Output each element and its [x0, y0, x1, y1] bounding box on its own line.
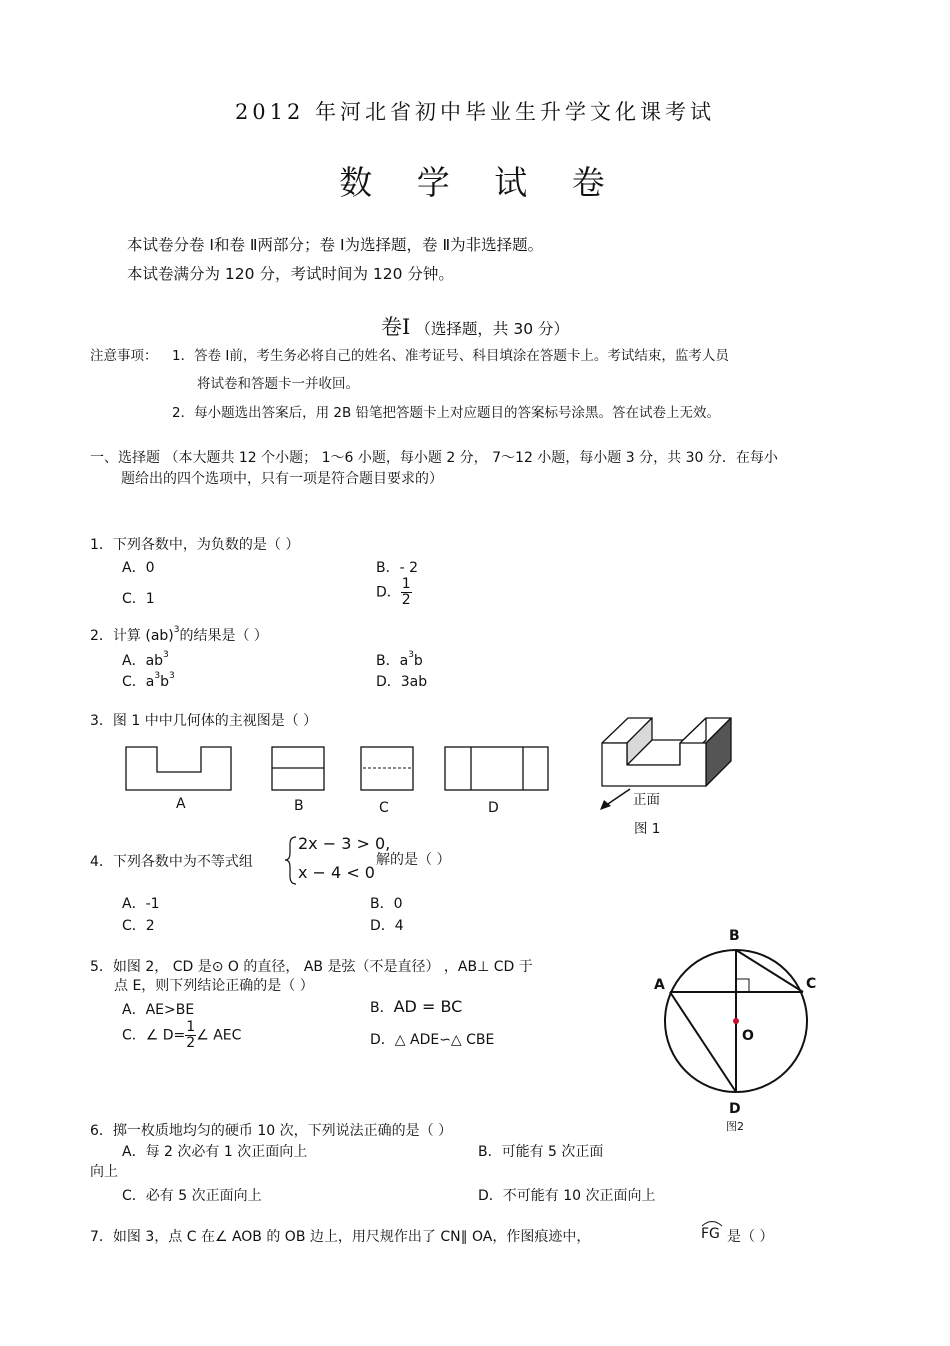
exam-title: 2012 年河北省初中毕业生升学文化课考试	[234, 100, 716, 124]
q5-option-d: D．△ ADE∽△ CBE	[370, 1032, 495, 1048]
q2-stem-prefix: 2．计算 (ab)	[90, 628, 174, 644]
q5-stem-line-1: 5．如图 2， CD 是⊙ O 的直径， AB 是弦（不是直径） ，AB⊥ CD 于	[90, 959, 533, 975]
section1-line-1: 一、选择题 （本大题共 12 个小题； 1～6 小题，每小题 2 分， 7～12 小题，每小题 3 分，共 30 分．在每小	[90, 450, 778, 466]
q7-arc-text: FG	[701, 1226, 720, 1242]
section1-line-2: 题给出的四个选项中，只有一项是符合题目要求的）	[121, 471, 443, 487]
q5-option-a: A．AE>BE	[122, 1002, 195, 1018]
q7-stem: 7．如图 3，点 C 在∠ AOB 的 OB 边上，用尺规作出了 CN∥ OA，作图痕迹中，	[90, 1229, 591, 1245]
q2-stem-suffix: 的结果是（ ）	[179, 628, 268, 644]
q6-option-b: B．可能有 5 次正面	[478, 1144, 604, 1160]
q3-stem: 3．图 1 中中几何体的主视图是（ ）	[90, 713, 318, 729]
q1-fraction-den: 2	[401, 592, 411, 608]
q2-option-d: D．3ab	[376, 674, 428, 690]
q5-option-b-prefix: B．	[370, 1000, 394, 1016]
fig2-label-c: C	[806, 976, 817, 992]
figure-1-solid	[602, 718, 731, 786]
q2-option-b-exp: 3	[408, 650, 414, 660]
q2-stem-exponent: 3	[173, 625, 180, 635]
q4-option-a: A．-1	[122, 896, 160, 912]
q6-option-d: D．不可能有 10 次正面向上	[478, 1188, 656, 1204]
q1-option-c: C．1	[122, 591, 155, 607]
arc-icon	[701, 1219, 723, 1227]
q3-figure-a	[126, 747, 231, 790]
q1-option-b: B．- 2	[376, 560, 419, 576]
q6-stem: 6．掷一枚质地均匀的硬币 10 次，下列说法正确的是（ ）	[90, 1123, 453, 1139]
fig2-label-o: O	[742, 1028, 754, 1044]
q2-option-a-exp: 3	[163, 650, 169, 660]
q4-inequality-1: 2x − 3 > 0,	[298, 834, 391, 853]
fig2-label-b: B	[729, 928, 740, 944]
fig2-label-a: A	[654, 977, 665, 993]
front-arrow-icon	[600, 800, 611, 810]
q5-option-b-expr: AD = BC	[393, 997, 463, 1016]
q4-option-c: C．2	[122, 918, 155, 934]
q6-option-a: A．每 2 次必有 1 次正面向上	[122, 1144, 308, 1160]
segment-ad	[670, 992, 736, 1092]
q2-option-a-base: A．ab	[122, 653, 164, 669]
q6-option-b-wrap: 向上	[90, 1164, 118, 1180]
front-label: 正面	[633, 792, 660, 808]
intro-line-2: 本试卷满分为 120 分，考试时间为 120 分钟。	[127, 265, 454, 283]
q3-label-c: C	[379, 800, 389, 816]
q1-option-a: A．0	[122, 560, 155, 576]
q4-stem-suffix: 解的是（ ）	[376, 852, 451, 868]
q5-stem-line-2: 点 E，则下列结论正确的是（ ）	[114, 978, 314, 994]
q2-option-c-mid: b	[160, 674, 169, 690]
notes-label: 注意事项：	[90, 348, 158, 364]
q5-fraction-den: 2	[186, 1035, 196, 1051]
fig2-label-d: D	[729, 1101, 741, 1117]
q1-option-d-prefix: D．	[376, 584, 401, 601]
q2-option-c-exp1: 3	[154, 671, 161, 681]
q3-label-b: B	[294, 798, 304, 814]
q5-option-c-prefix: C．∠ D=	[122, 1027, 186, 1044]
figure-1-caption: 图 1	[634, 821, 661, 837]
part1-subtitle: （选择题，共 30 分）	[415, 320, 569, 338]
q2-option-b-base: B．a	[376, 653, 409, 669]
q3-figure-d	[445, 747, 548, 790]
note-1-continued: 将试卷和答题卡一并收回。	[197, 376, 359, 392]
q3-label-d: D	[488, 800, 499, 816]
q2-option-c-prefix: C．a	[122, 674, 155, 690]
intro-line-1: 本试卷分卷 Ⅰ和卷 Ⅱ两部分；卷 Ⅰ为选择题，卷 Ⅱ为非选择题。	[127, 236, 544, 254]
center-point	[733, 1018, 739, 1024]
q3-label-a: A	[176, 796, 186, 812]
q4-brace	[285, 837, 296, 884]
q2-option-c-exp2: 3	[168, 671, 175, 681]
q6-option-c: C．必有 5 次正面向上	[122, 1188, 262, 1204]
q1-fraction-num: 1	[401, 576, 411, 592]
q5-fraction	[185, 1020, 196, 1051]
q4-option-b: B．0	[370, 896, 403, 912]
right-angle-mark	[736, 979, 749, 992]
q4-stem-prefix: 4．下列各数中为不等式组	[90, 854, 253, 870]
q4-inequality-2: x − 4 < 0	[298, 863, 375, 882]
q7-arc-label	[701, 1226, 720, 1242]
q2-option-b-tail: b	[413, 653, 423, 669]
figure-2-caption: 图2	[726, 1120, 744, 1133]
q5-fraction-num: 1	[186, 1019, 196, 1035]
segment-bc	[736, 950, 803, 992]
q5-option-c-suffix: ∠ AEC	[196, 1027, 242, 1044]
subject-title: 数 学 试 卷	[339, 163, 611, 202]
note-2: 2．每小题选出答案后，用 2B 铅笔把答题卡上对应题目的答案标号涂黑。答在试卷上无效。	[172, 405, 721, 421]
q4-option-d: D．4	[370, 918, 404, 934]
q1-stem: 1．下列各数中，为负数的是（ ）	[90, 537, 300, 553]
q5-option-b	[370, 997, 462, 1017]
q5-option-c	[122, 1020, 241, 1051]
part1-title: 卷Ⅰ	[381, 315, 411, 339]
note-1: 1．答卷 Ⅰ前，考生务必将自己的姓名、准考证号、科目填涂在答题卡上。考试结束，监考人员	[172, 348, 729, 364]
q7-stem-suffix: 是（ ）	[727, 1229, 774, 1245]
